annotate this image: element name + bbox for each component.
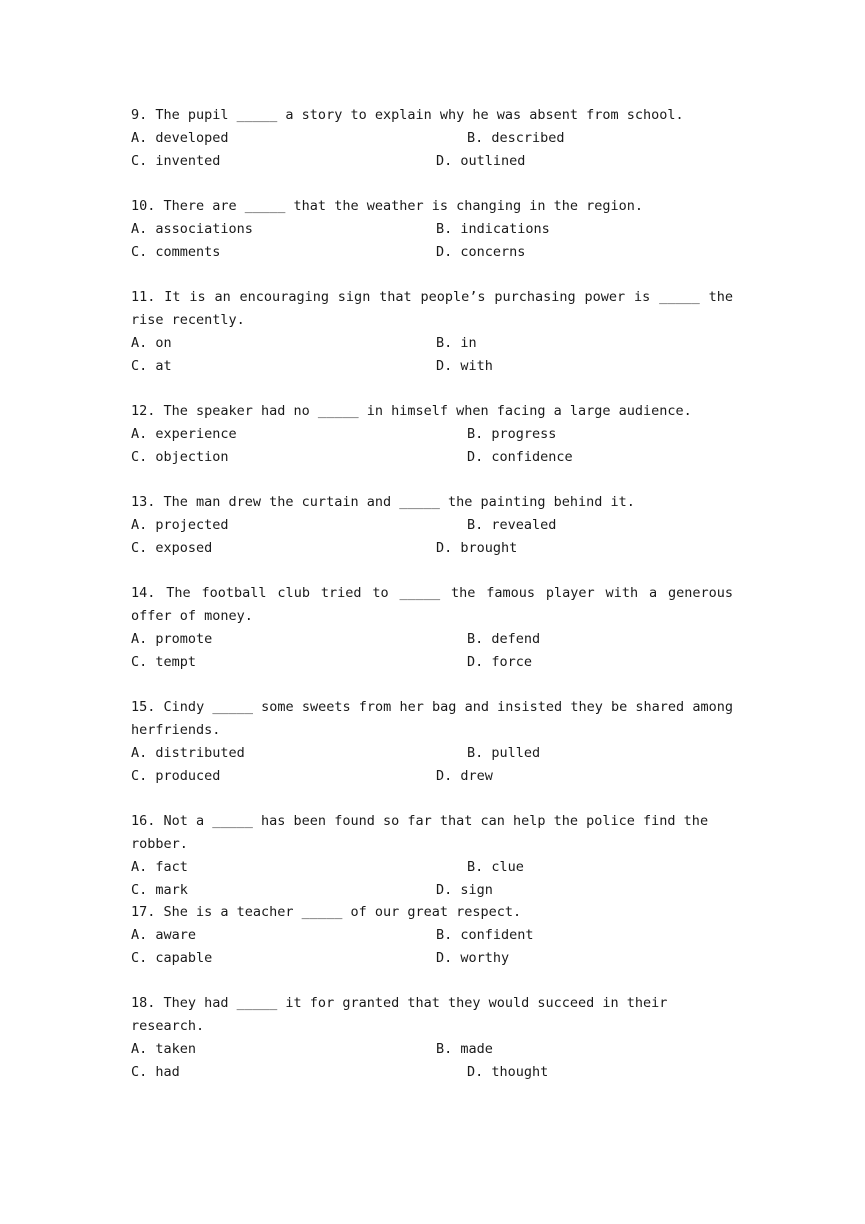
option-b: B. revealed xyxy=(467,517,557,533)
option-b: B. pulled xyxy=(467,745,541,761)
question-stem: 12. The speaker had no _____ in himself when facing a large audience. xyxy=(131,403,692,419)
option-d: D. brought xyxy=(436,540,518,556)
question-stem: 11. It is an encouraging sign that people’s purchasing power is _____ the rise recently. xyxy=(131,289,733,328)
option-c: C. objection xyxy=(131,449,229,465)
option-c: C. tempt xyxy=(131,654,197,670)
option-b: B. defend xyxy=(467,631,541,647)
options-row-1 xyxy=(131,332,733,355)
option-a: A. experience xyxy=(131,426,237,442)
option-a: A. associations xyxy=(131,221,253,237)
option-a: A. on xyxy=(131,335,172,351)
question-15 xyxy=(131,696,733,788)
options-row-2 xyxy=(131,651,733,674)
options-row-1 xyxy=(131,1038,733,1061)
question-14 xyxy=(131,582,733,674)
question-12 xyxy=(131,400,733,469)
options-row-1 xyxy=(131,628,733,651)
option-d: D. outlined xyxy=(436,153,526,169)
options-row-2 xyxy=(131,1061,733,1084)
option-d: D. confidence xyxy=(467,449,573,465)
option-b: B. described xyxy=(467,130,565,146)
question-stem: 9. The pupil _____ a story to explain why he was absent from school. xyxy=(131,107,684,123)
option-a: A. aware xyxy=(131,927,197,943)
option-b: B. confident xyxy=(436,927,534,943)
option-b: B. progress xyxy=(467,426,557,442)
option-a: A. developed xyxy=(131,130,229,146)
option-c: C. capable xyxy=(131,950,213,966)
option-b: B. in xyxy=(436,335,477,351)
options-row-2 xyxy=(131,355,733,378)
question-stem: 13. The man drew the curtain and _____ the painting behind it. xyxy=(131,494,635,510)
option-d: D. worthy xyxy=(436,950,510,966)
options-row-2 xyxy=(131,241,733,264)
option-c: C. invented xyxy=(131,153,221,169)
option-a: A. fact xyxy=(131,859,188,875)
options-row-1 xyxy=(131,742,733,765)
question-18 xyxy=(131,992,733,1084)
option-a: A. taken xyxy=(131,1041,197,1057)
options-row-2 xyxy=(131,537,733,560)
question-stem: 10. There are _____ that the weather is changing in the region. xyxy=(131,198,644,214)
question-9 xyxy=(131,104,733,173)
option-d: D. sign xyxy=(436,882,493,898)
options-row-2 xyxy=(131,879,733,902)
options-row-1 xyxy=(131,127,733,150)
question-11 xyxy=(131,286,733,378)
question-stem: 15. Cindy _____ some sweets from her bag and insisted they be shared among herfriends. xyxy=(131,699,733,738)
option-c: C. at xyxy=(131,358,172,374)
options-row-1 xyxy=(131,514,733,537)
question-stem: 16. Not a _____ has been found so far that can help the police find the robber. xyxy=(131,813,709,852)
option-c: C. exposed xyxy=(131,540,213,556)
options-row-2 xyxy=(131,150,733,173)
question-stem: 18. They had _____ it for granted that they would succeed in their research. xyxy=(131,995,668,1034)
question-17 xyxy=(131,901,733,970)
question-16 xyxy=(131,810,733,902)
option-b: B. indications xyxy=(436,221,550,237)
option-b: B. made xyxy=(436,1041,493,1057)
options-row-1 xyxy=(131,924,733,947)
option-d: D. drew xyxy=(436,768,493,784)
option-d: D. with xyxy=(436,358,493,374)
options-row-1 xyxy=(131,856,733,879)
option-c: C. produced xyxy=(131,768,221,784)
option-a: A. promote xyxy=(131,631,213,647)
options-row-1 xyxy=(131,218,733,241)
options-row-2 xyxy=(131,765,733,788)
option-a: A. projected xyxy=(131,517,229,533)
option-a: A. distributed xyxy=(131,745,245,761)
option-c: C. had xyxy=(131,1064,180,1080)
question-13 xyxy=(131,491,733,560)
option-d: D. force xyxy=(467,654,533,670)
option-d: D. thought xyxy=(467,1064,549,1080)
option-c: C. mark xyxy=(131,882,188,898)
option-b: B. clue xyxy=(467,859,524,875)
option-c: C. comments xyxy=(131,244,221,260)
question-stem: 17. She is a teacher _____ of our great respect. xyxy=(131,904,522,920)
options-row-2 xyxy=(131,446,733,469)
options-row-1 xyxy=(131,423,733,446)
options-row-2 xyxy=(131,947,733,970)
question-stem: 14. The football club tried to _____ the famous player with a generous offer of money. xyxy=(131,585,733,624)
option-d: D. concerns xyxy=(436,244,526,260)
question-10 xyxy=(131,195,733,264)
